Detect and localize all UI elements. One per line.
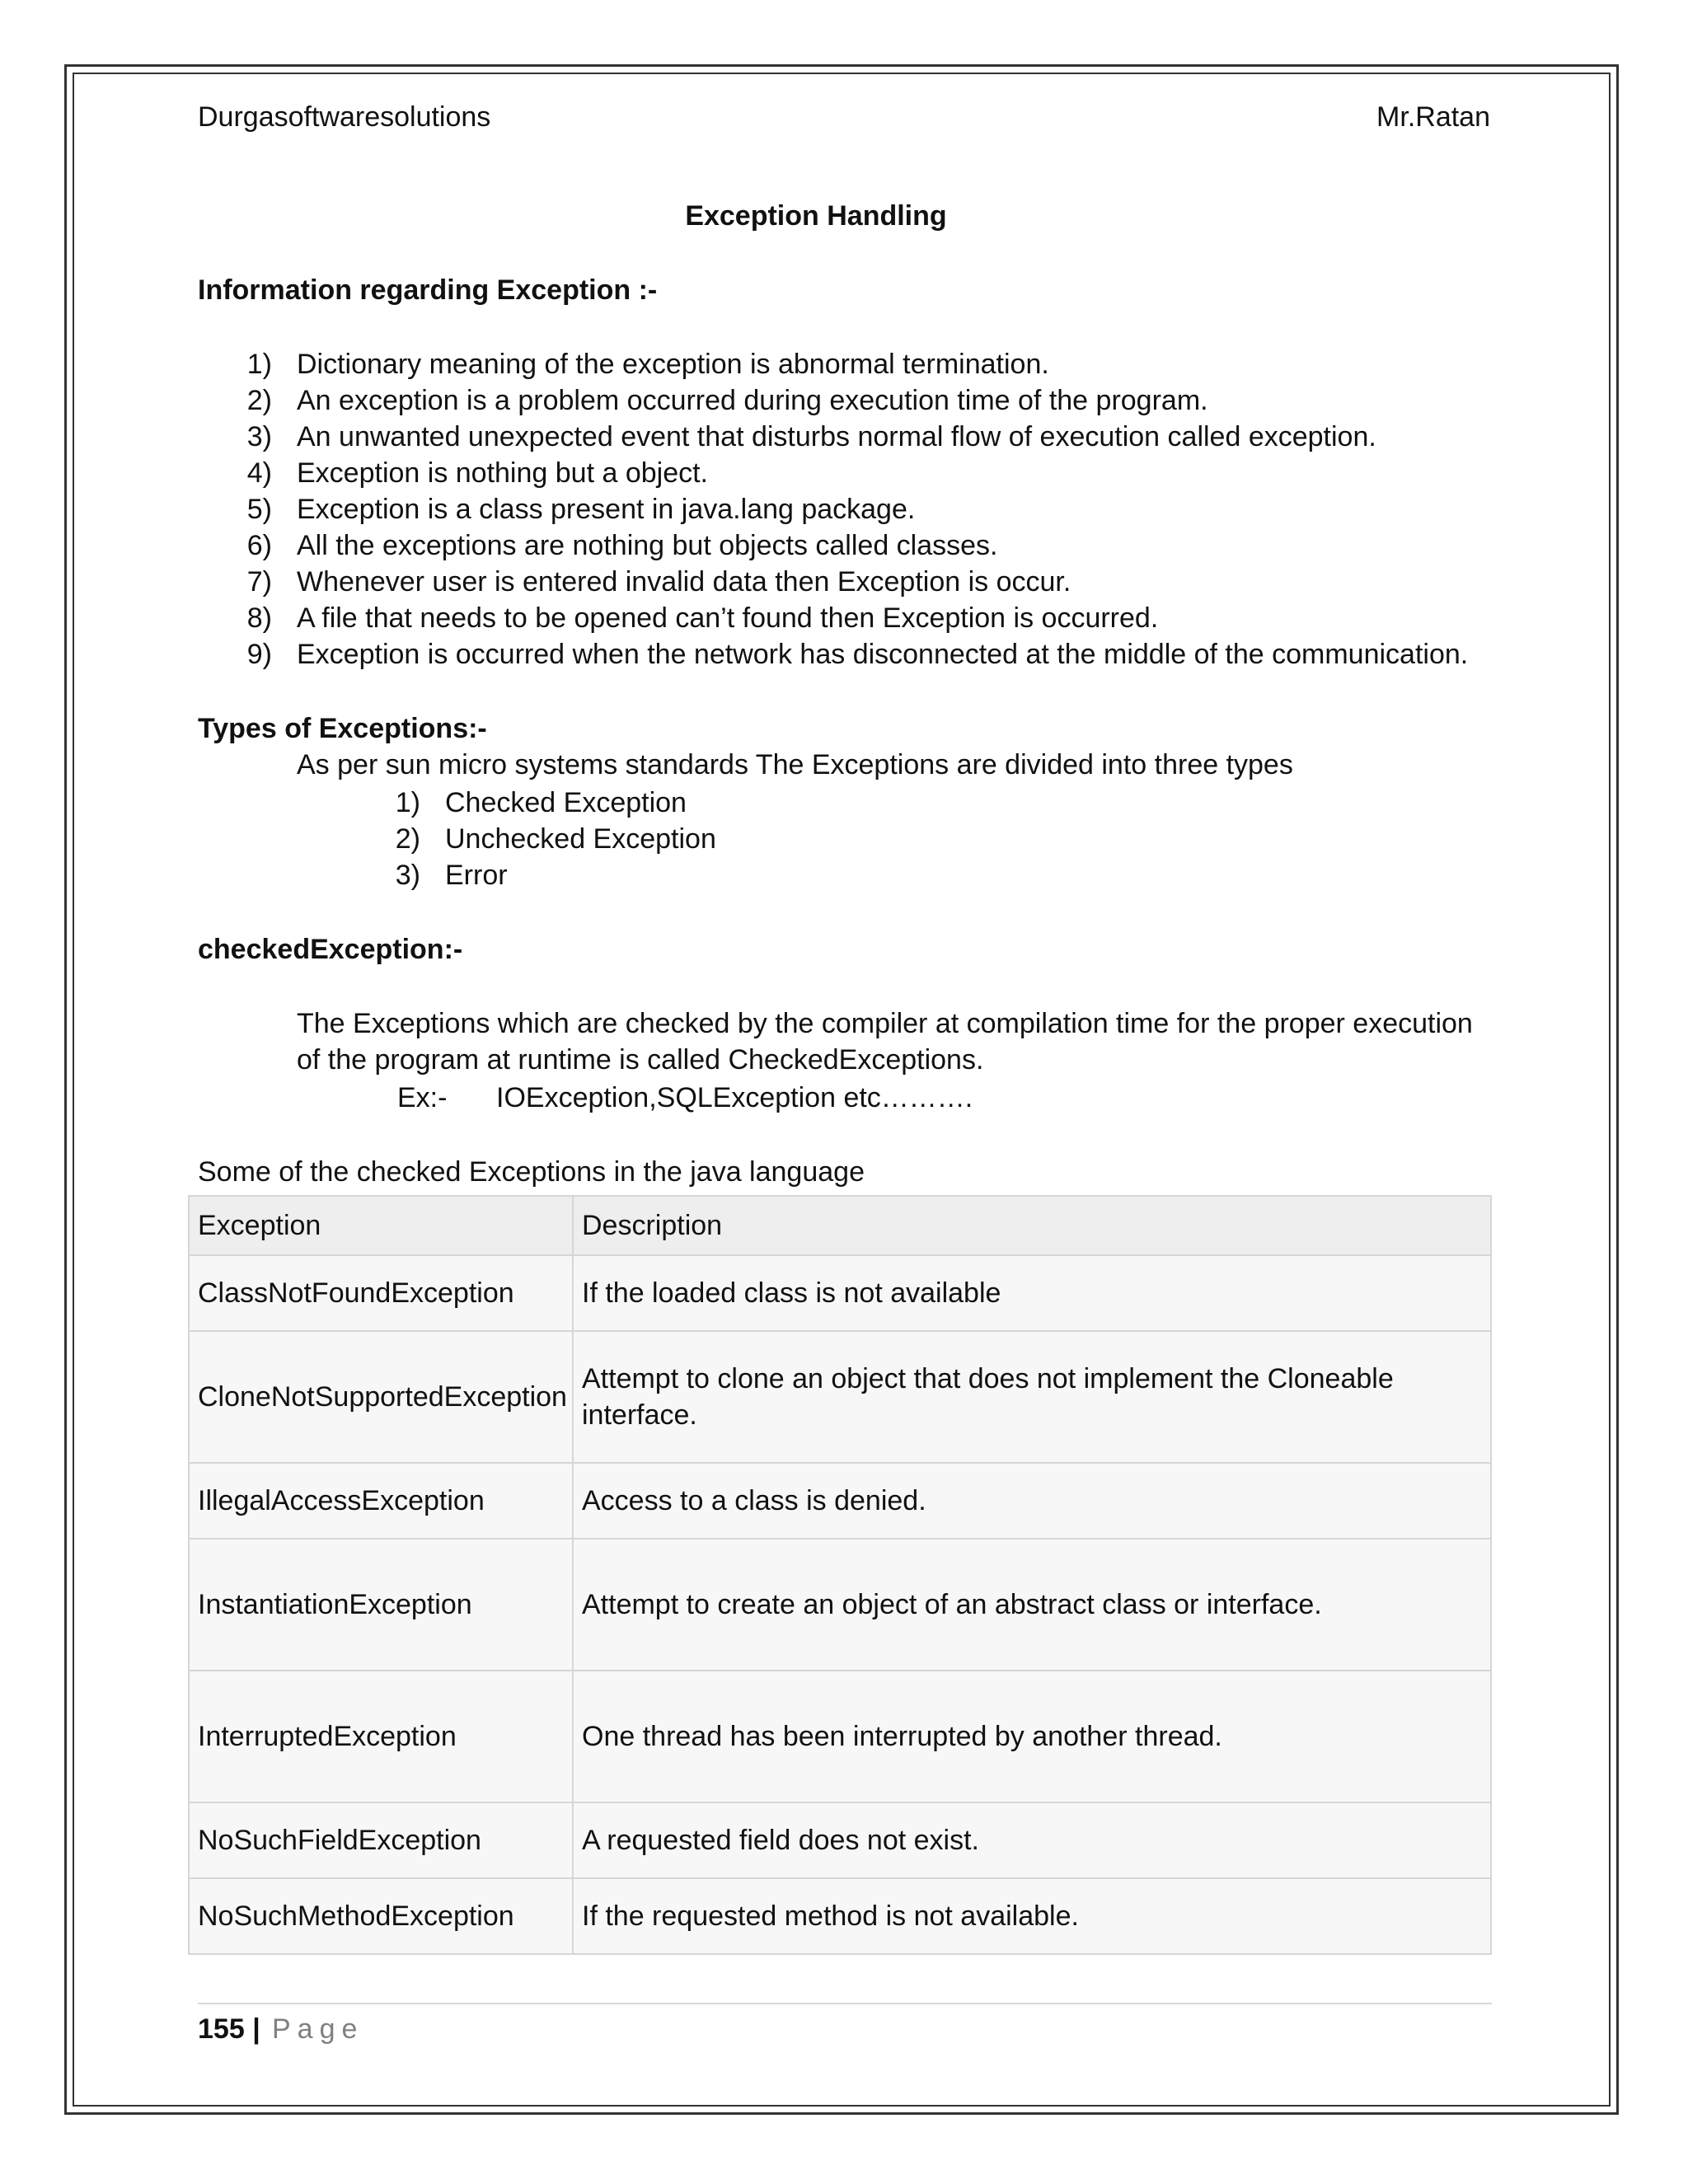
list-item-number: 1) [246,349,272,380]
checked-paragraph-line-2: of the program at runtime is called CheckedExceptions. [297,1044,984,1076]
list-item-number: 8) [246,602,272,634]
list-item-text: Unchecked Exception [445,823,716,855]
list-item-number: 2) [246,385,272,416]
page-title: Exception Handling [685,200,947,232]
exception-name: NoSuchMethodException [189,1878,573,1954]
example-label: Ex:- [397,1082,448,1113]
table-header-row [189,1196,1491,1255]
exception-description: If the requested method is not available. [573,1878,1491,1954]
exception-name: InterruptedException [189,1671,573,1802]
exception-description: One thread has been interrupted by another thread. [573,1671,1491,1802]
exception-description: If the loaded class is not available [573,1255,1491,1331]
exception-name: ClassNotFoundException [189,1255,573,1331]
list-item-text: An exception is a problem occurred during execution time of the program. [297,385,1208,416]
list-item-text: Exception is occurred when the network has disconnected at the middle of the communication. [297,639,1469,670]
exception-description: Attempt to clone an object that does not implement the Cloneable interface. [573,1331,1491,1463]
list-item-number: 3) [246,421,272,452]
list-item-text: A file that needs to be opened can’t found then Exception is occurred. [297,602,1159,634]
list-item-number: 7) [246,566,272,598]
column-header-description: Description [573,1196,1491,1255]
table-row [189,1878,1491,1954]
column-header-exception: Exception [189,1196,573,1255]
checked-paragraph-line-1: The Exceptions which are checked by the compiler at compilation time for the proper execution [297,1008,1473,1039]
types-heading: Types of Exceptions:- [198,713,487,744]
table-row [189,1331,1491,1463]
exception-name: InstantiationException [189,1539,573,1671]
list-item-number: 1) [395,787,420,818]
info-heading: Information regarding Exception :- [198,274,658,306]
header-author: Mr.Ratan [1376,101,1490,133]
table-row [189,1671,1491,1802]
table-row [189,1463,1491,1539]
list-item-text: An unwanted unexpected event that disturbs normal flow of execution called exception. [297,421,1376,452]
footer-separator: | [252,2013,260,2045]
table-row [189,1255,1491,1331]
checked-exceptions-table [188,1195,1492,1955]
list-item-text: Whenever user is entered invalid data then Exception is occur. [297,566,1071,598]
page-number: 155 | [198,2013,260,2045]
exception-description: Attempt to create an object of an abstract class or interface. [573,1539,1491,1671]
exception-name: NoSuchFieldException [189,1802,573,1878]
list-item-text: Exception is nothing but a object. [297,457,708,489]
list-item-text: All the exceptions are nothing but objects called classes. [297,530,998,561]
list-item-text: Checked Exception [445,787,687,818]
footer-divider [198,2003,1492,2004]
list-item-text: Error [445,860,508,891]
table-row [189,1539,1491,1671]
exception-name: CloneNotSupportedException [189,1331,573,1463]
exception-name: IllegalAccessException [189,1463,573,1539]
table-caption: Some of the checked Exceptions in the java language [198,1156,865,1188]
example-value: IOException,SQLException etc………. [496,1082,973,1113]
exception-description: A requested field does not exist. [573,1802,1491,1878]
list-item-number: 6) [246,530,272,561]
list-item-number: 2) [395,823,420,855]
header-company: Durgasoftwaresolutions [198,101,491,133]
list-item-text: Exception is a class present in java.lang package. [297,494,916,525]
types-intro: As per sun micro systems standards The Exceptions are divided into three types [297,749,1293,780]
table-row [189,1802,1491,1878]
list-item-text: Dictionary meaning of the exception is abnormal termination. [297,349,1049,380]
checked-heading: checkedException:- [198,934,463,965]
list-item-number: 4) [246,457,272,489]
page-label: Page [272,2013,364,2045]
list-item-number: 5) [246,494,272,525]
exception-description: Access to a class is denied. [573,1463,1491,1539]
list-item-number: 9) [246,639,272,670]
list-item-number: 3) [395,860,420,891]
